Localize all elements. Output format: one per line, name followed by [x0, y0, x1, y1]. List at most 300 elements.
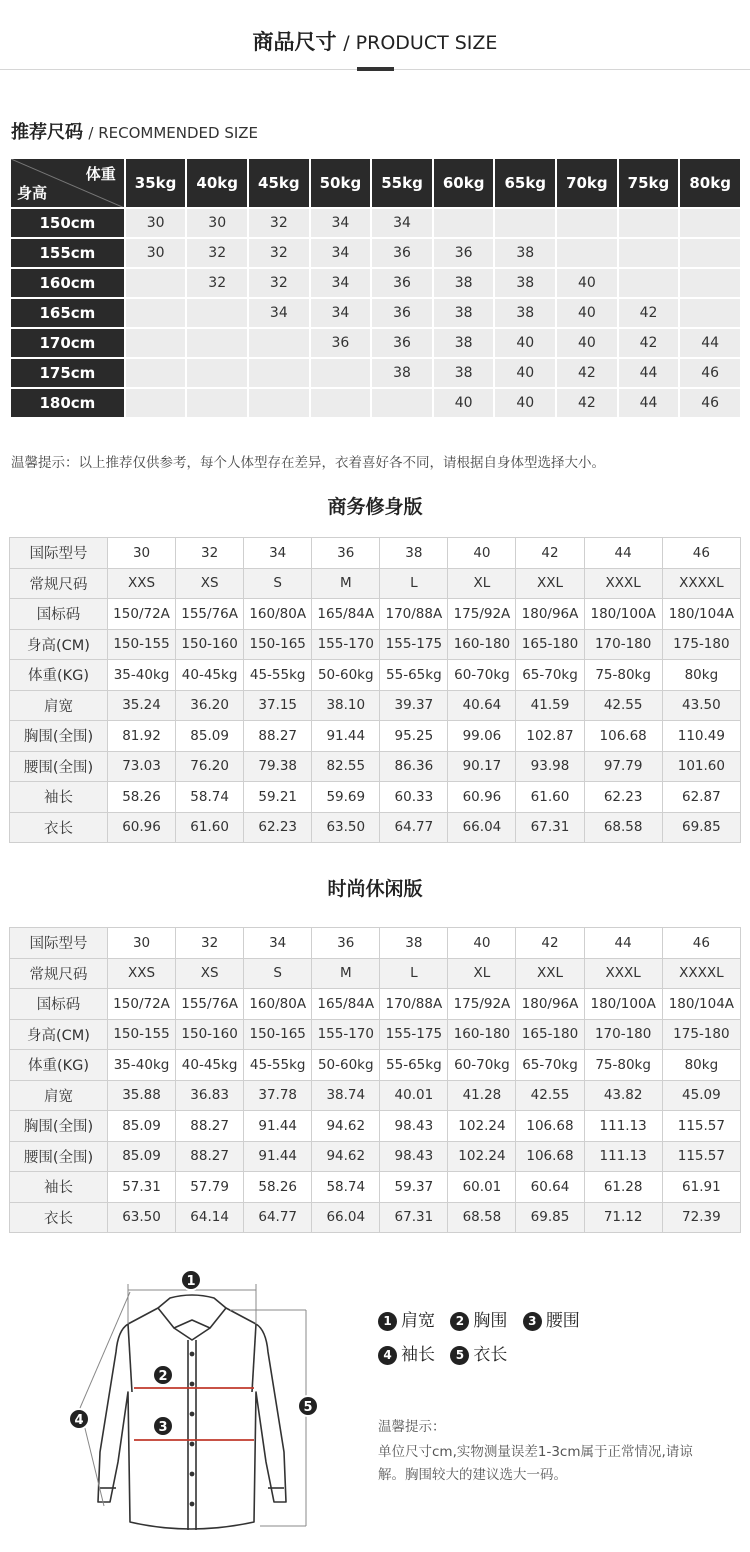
number-4-icon: 4	[378, 1346, 397, 1365]
table-row	[10, 328, 741, 358]
table-row	[10, 1080, 741, 1111]
table-row	[10, 751, 741, 782]
table-cell: 34	[244, 538, 312, 569]
row-label: 身高(CM)	[10, 1019, 108, 1050]
table-cell: S	[244, 568, 312, 599]
table-cell: 175-180	[662, 1019, 740, 1050]
table-cell: XL	[448, 568, 516, 599]
size-cell	[125, 328, 187, 358]
table-cell: 111.13	[584, 1111, 662, 1142]
size-cell	[186, 298, 248, 328]
table-cell: 35-40kg	[108, 660, 176, 691]
table-row	[10, 812, 741, 843]
table-cell: 93.98	[516, 751, 584, 782]
table-cell: 58.26	[244, 1172, 312, 1203]
table-cell: 60.01	[448, 1172, 516, 1203]
marker-chest: 2	[152, 1364, 174, 1386]
size-cell	[248, 328, 310, 358]
size-cell: 36	[371, 268, 433, 298]
table-cell: 36.83	[176, 1080, 244, 1111]
measurement-legend	[378, 1306, 590, 1374]
casual-size-table	[9, 927, 741, 1233]
table-cell: 150/72A	[108, 599, 176, 630]
weight-header: 45kg	[248, 158, 310, 208]
table-cell: 64.14	[176, 1202, 244, 1233]
page-title: 商品尺寸 / PRODUCT SIZE	[252, 30, 498, 54]
size-cell: 34	[310, 268, 372, 298]
row-label: 衣长	[10, 812, 108, 843]
table-cell: 76.20	[176, 751, 244, 782]
row-label: 国际型号	[10, 928, 108, 959]
table-cell: 36.20	[176, 690, 244, 721]
size-cell	[186, 358, 248, 388]
table-cell: 66.04	[448, 812, 516, 843]
table-cell: 59.21	[244, 782, 312, 813]
table-cell: 80kg	[662, 1050, 740, 1081]
size-cell: 38	[433, 358, 495, 388]
table-cell: 62.87	[662, 782, 740, 813]
table-row	[10, 1141, 741, 1172]
table-cell: 88.27	[176, 1111, 244, 1142]
table-cell: 165-180	[516, 629, 584, 660]
table-cell: 55-65kg	[380, 660, 448, 691]
table-cell: L	[380, 958, 448, 989]
table-cell: 30	[108, 928, 176, 959]
row-label: 体重(KG)	[10, 660, 108, 691]
size-cell	[248, 388, 310, 418]
table-row	[10, 782, 741, 813]
table-row	[10, 599, 741, 630]
table-cell: 150-160	[176, 629, 244, 660]
table-cell: 61.28	[584, 1172, 662, 1203]
table-cell: 75-80kg	[584, 660, 662, 691]
recommended-size-table	[9, 157, 742, 419]
table-cell: 165/84A	[312, 599, 380, 630]
table-cell: 43.50	[662, 690, 740, 721]
table-cell: 86.36	[380, 751, 448, 782]
table-cell: 61.60	[176, 812, 244, 843]
table-cell: 38	[380, 538, 448, 569]
size-cell: 34	[248, 298, 310, 328]
row-label: 腰围(全围)	[10, 751, 108, 782]
legend-item-waist: 3 腰围	[523, 1306, 580, 1331]
table-cell: 64.77	[244, 1202, 312, 1233]
table-cell: 61.91	[662, 1172, 740, 1203]
table-cell: S	[244, 958, 312, 989]
table-cell: 61.60	[516, 782, 584, 813]
table-corner-cell	[10, 158, 125, 208]
table-cell: 69.85	[662, 812, 740, 843]
size-cell	[433, 208, 495, 238]
table-cell: 94.62	[312, 1141, 380, 1172]
table-cell: 40	[448, 538, 516, 569]
table-cell: 60.33	[380, 782, 448, 813]
table-cell: 62.23	[584, 782, 662, 813]
table-cell: M	[312, 568, 380, 599]
size-cell	[679, 298, 741, 328]
table-cell: 45-55kg	[244, 1050, 312, 1081]
table-cell: 37.78	[244, 1080, 312, 1111]
table-cell: 106.68	[584, 721, 662, 752]
note-title: 温馨提示：	[378, 1419, 446, 1435]
size-cell: 38	[494, 268, 556, 298]
row-label: 常规尺码	[10, 958, 108, 989]
size-cell: 32	[186, 268, 248, 298]
size-cell: 38	[433, 328, 495, 358]
table-cell: 36	[312, 928, 380, 959]
table-cell: 67.31	[516, 812, 584, 843]
size-cell	[125, 298, 187, 328]
size-cell: 36	[433, 238, 495, 268]
table-cell: 50-60kg	[312, 660, 380, 691]
size-cell	[310, 388, 372, 418]
table-cell: 71.12	[584, 1202, 662, 1233]
table-cell: 38.74	[312, 1080, 380, 1111]
marker-shoulder: 1	[180, 1269, 202, 1291]
table-cell: 40.64	[448, 690, 516, 721]
size-cell	[248, 358, 310, 388]
table-cell: 97.79	[584, 751, 662, 782]
table-cell: 150/72A	[108, 989, 176, 1020]
table-cell: 180/96A	[516, 989, 584, 1020]
size-cell: 36	[371, 328, 433, 358]
table-cell: 45.09	[662, 1080, 740, 1111]
table-cell: XXL	[516, 958, 584, 989]
size-cell: 40	[494, 358, 556, 388]
weight-header: 70kg	[556, 158, 618, 208]
table-cell: 85.09	[176, 721, 244, 752]
table-cell: 58.74	[312, 1172, 380, 1203]
table-cell: 155/76A	[176, 989, 244, 1020]
table-cell: 72.39	[662, 1202, 740, 1233]
table-cell: 180/104A	[662, 989, 740, 1020]
table-cell: 99.06	[448, 721, 516, 752]
size-cell: 42	[556, 358, 618, 388]
table-cell: 180/100A	[584, 989, 662, 1020]
table-cell: 50-60kg	[312, 1050, 380, 1081]
size-cell: 46	[679, 358, 741, 388]
size-cell: 38	[494, 238, 556, 268]
weight-header-row	[10, 158, 741, 208]
table-cell: 101.60	[662, 751, 740, 782]
table-cell: 175/92A	[448, 989, 516, 1020]
table-cell: 42.55	[516, 1080, 584, 1111]
weight-header: 65kg	[494, 158, 556, 208]
size-cell: 40	[494, 328, 556, 358]
table-cell: 40-45kg	[176, 660, 244, 691]
casual-section-title: 时尚休闲版	[327, 878, 423, 900]
table-cell: 170-180	[584, 1019, 662, 1050]
table-row	[10, 298, 741, 328]
table-row	[10, 928, 741, 959]
table-cell: 68.58	[448, 1202, 516, 1233]
size-cell	[618, 208, 680, 238]
size-cell: 42	[618, 328, 680, 358]
size-cell: 40	[556, 298, 618, 328]
table-cell: XXXL	[584, 958, 662, 989]
height-label: 155cm	[10, 238, 125, 268]
number-5-icon: 5	[450, 1346, 469, 1365]
size-cell: 36	[310, 328, 372, 358]
table-cell: 41.59	[516, 690, 584, 721]
size-cell: 36	[371, 298, 433, 328]
row-label: 国际型号	[10, 538, 108, 569]
table-cell: XXS	[108, 958, 176, 989]
size-cell: 40	[556, 268, 618, 298]
table-cell: 60-70kg	[448, 1050, 516, 1081]
height-label: 150cm	[10, 208, 125, 238]
table-cell: 69.85	[516, 1202, 584, 1233]
table-cell: 155-170	[312, 629, 380, 660]
table-cell: 155-175	[380, 1019, 448, 1050]
size-cell: 40	[494, 388, 556, 418]
table-row	[10, 538, 741, 569]
table-cell: XXXXL	[662, 958, 740, 989]
table-cell: 102.24	[448, 1111, 516, 1142]
size-cell	[618, 268, 680, 298]
recommendation-tip: 温馨提示：以上推荐仅供参考，每个人体型存在差异，衣着喜好各不同，请根据自身体型选择大小。	[11, 455, 605, 471]
table-cell: 180/100A	[584, 599, 662, 630]
table-row	[10, 388, 741, 418]
legend-item-sleeve: 4 袖长	[378, 1340, 435, 1365]
table-cell: M	[312, 958, 380, 989]
table-cell: XS	[176, 568, 244, 599]
table-cell: XXXXL	[662, 568, 740, 599]
table-cell: 180/96A	[516, 599, 584, 630]
height-label: 165cm	[10, 298, 125, 328]
table-cell: 40-45kg	[176, 1050, 244, 1081]
size-cell	[556, 208, 618, 238]
table-cell: 37.15	[244, 690, 312, 721]
table-row	[10, 690, 741, 721]
height-label: 180cm	[10, 388, 125, 418]
shirt-measurement-diagram	[60, 1262, 350, 1552]
table-cell: 58.74	[176, 782, 244, 813]
row-label: 体重(KG)	[10, 1050, 108, 1081]
table-cell: 80kg	[662, 660, 740, 691]
row-label: 袖长	[10, 1172, 108, 1203]
size-cell	[679, 208, 741, 238]
table-row	[10, 1202, 741, 1233]
page-header	[0, 0, 750, 72]
table-cell: 32	[176, 538, 244, 569]
table-cell: 106.68	[516, 1111, 584, 1142]
corner-height-label: 身高	[17, 184, 48, 202]
weight-header: 50kg	[310, 158, 372, 208]
size-cell: 30	[125, 208, 187, 238]
table-cell: 155/76A	[176, 599, 244, 630]
table-cell: 45-55kg	[244, 660, 312, 691]
size-cell	[125, 268, 187, 298]
size-cell	[125, 388, 187, 418]
size-cell	[186, 388, 248, 418]
table-cell: 150-165	[244, 1019, 312, 1050]
table-cell: 160-180	[448, 1019, 516, 1050]
row-label: 国标码	[10, 599, 108, 630]
table-cell: 150-155	[108, 629, 176, 660]
table-cell: 43.82	[584, 1080, 662, 1111]
size-cell	[186, 328, 248, 358]
row-label: 身高(CM)	[10, 629, 108, 660]
size-cell: 32	[248, 208, 310, 238]
table-cell: 39.37	[380, 690, 448, 721]
table-cell: 85.09	[108, 1111, 176, 1142]
row-label: 胸围(全围)	[10, 721, 108, 752]
table-cell: 110.49	[662, 721, 740, 752]
size-cell: 30	[125, 238, 187, 268]
table-cell: 42	[516, 538, 584, 569]
table-cell: 35.88	[108, 1080, 176, 1111]
table-cell: 98.43	[380, 1141, 448, 1172]
business-size-table	[9, 537, 741, 843]
table-cell: 32	[176, 928, 244, 959]
table-cell: 160/80A	[244, 599, 312, 630]
table-cell: 40.01	[380, 1080, 448, 1111]
table-cell: XS	[176, 958, 244, 989]
table-cell: 65-70kg	[516, 660, 584, 691]
table-row	[10, 1111, 741, 1142]
row-label: 袖长	[10, 782, 108, 813]
table-cell: 115.57	[662, 1111, 740, 1142]
row-label: 肩宽	[10, 690, 108, 721]
row-label: 国标码	[10, 989, 108, 1020]
table-cell: 75-80kg	[584, 1050, 662, 1081]
table-cell: 160/80A	[244, 989, 312, 1020]
note-text: 单位尺寸cm,实物测量误差1-3cm属于正常情况,请谅解。胸围较大的建议选大一码。	[378, 1444, 693, 1483]
size-cell	[494, 208, 556, 238]
table-cell: L	[380, 568, 448, 599]
legend-item-chest: 2 胸围	[450, 1306, 507, 1331]
table-cell: 62.23	[244, 812, 312, 843]
table-cell: 81.92	[108, 721, 176, 752]
table-cell: 115.57	[662, 1141, 740, 1172]
table-cell: 60-70kg	[448, 660, 516, 691]
table-cell: XXS	[108, 568, 176, 599]
table-cell: 60.96	[108, 812, 176, 843]
table-cell: XXL	[516, 568, 584, 599]
size-cell: 32	[248, 268, 310, 298]
size-cell: 44	[618, 358, 680, 388]
size-cell: 40	[556, 328, 618, 358]
table-cell: 44	[584, 538, 662, 569]
table-cell: 60.64	[516, 1172, 584, 1203]
table-cell: 150-155	[108, 1019, 176, 1050]
table-row	[10, 629, 741, 660]
table-cell: 42	[516, 928, 584, 959]
table-row	[10, 238, 741, 268]
table-cell: 175-180	[662, 629, 740, 660]
size-cell	[556, 238, 618, 268]
legend-item-length: 5 衣长	[450, 1340, 507, 1365]
size-cell	[371, 388, 433, 418]
weight-header: 35kg	[125, 158, 187, 208]
size-cell: 32	[186, 238, 248, 268]
table-row	[10, 989, 741, 1020]
table-row	[10, 208, 741, 238]
legend-item-shoulder: 1 肩宽	[378, 1306, 435, 1331]
height-label: 170cm	[10, 328, 125, 358]
table-cell: 98.43	[380, 1111, 448, 1142]
table-cell: 64.77	[380, 812, 448, 843]
table-cell: 65-70kg	[516, 1050, 584, 1081]
table-cell: 165-180	[516, 1019, 584, 1050]
table-cell: 170/88A	[380, 989, 448, 1020]
table-cell: XXXL	[584, 568, 662, 599]
row-label: 衣长	[10, 1202, 108, 1233]
legend-line	[378, 1306, 590, 1340]
table-row	[10, 358, 741, 388]
table-cell: 57.79	[176, 1172, 244, 1203]
size-cell: 34	[371, 208, 433, 238]
size-cell: 34	[310, 208, 372, 238]
height-label: 175cm	[10, 358, 125, 388]
weight-header: 55kg	[371, 158, 433, 208]
row-label: 胸围(全围)	[10, 1111, 108, 1142]
table-cell: 106.68	[516, 1141, 584, 1172]
table-row	[10, 1050, 741, 1081]
legend-line	[378, 1340, 590, 1374]
table-cell: 111.13	[584, 1141, 662, 1172]
business-section-title: 商务修身版	[327, 496, 423, 518]
table-cell: 170/88A	[380, 599, 448, 630]
table-cell: 91.44	[244, 1141, 312, 1172]
recommended-size-title: 推荐尺码 / RECOMMENDED SIZE	[11, 122, 259, 143]
size-cell: 38	[494, 298, 556, 328]
marker-length: 5	[297, 1395, 319, 1417]
size-cell	[618, 238, 680, 268]
table-row	[10, 958, 741, 989]
size-cell: 32	[248, 238, 310, 268]
table-cell: 42.55	[584, 690, 662, 721]
table-cell: 102.87	[516, 721, 584, 752]
number-3-icon: 3	[523, 1312, 542, 1331]
corner-weight-label: 体重	[85, 165, 116, 183]
table-cell: 150-165	[244, 629, 312, 660]
size-cell: 40	[433, 388, 495, 418]
marker-waist: 3	[152, 1415, 174, 1437]
table-row	[10, 1172, 741, 1203]
table-cell: 85.09	[108, 1141, 176, 1172]
size-cell: 44	[618, 388, 680, 418]
size-cell	[679, 238, 741, 268]
table-cell: 88.27	[244, 721, 312, 752]
number-1-icon: 1	[378, 1312, 397, 1331]
table-row	[10, 268, 741, 298]
table-cell: 67.31	[380, 1202, 448, 1233]
table-cell: 38.10	[312, 690, 380, 721]
size-cell: 42	[618, 298, 680, 328]
table-cell: 34	[244, 928, 312, 959]
table-cell: 35.24	[108, 690, 176, 721]
table-cell: 35-40kg	[108, 1050, 176, 1081]
table-cell: 59.69	[312, 782, 380, 813]
size-cell: 42	[556, 388, 618, 418]
size-cell: 44	[679, 328, 741, 358]
weight-header: 40kg	[186, 158, 248, 208]
size-cell: 38	[433, 298, 495, 328]
table-cell: 95.25	[380, 721, 448, 752]
table-cell: 73.03	[108, 751, 176, 782]
marker-sleeve: 4	[68, 1408, 90, 1430]
table-cell: 91.44	[244, 1111, 312, 1142]
recommended-size-body	[10, 208, 741, 418]
table-cell: 30	[108, 538, 176, 569]
table-cell: 160-180	[448, 629, 516, 660]
number-2-icon: 2	[450, 1312, 469, 1331]
height-label: 160cm	[10, 268, 125, 298]
row-label: 腰围(全围)	[10, 1141, 108, 1172]
table-cell: 150-160	[176, 1019, 244, 1050]
